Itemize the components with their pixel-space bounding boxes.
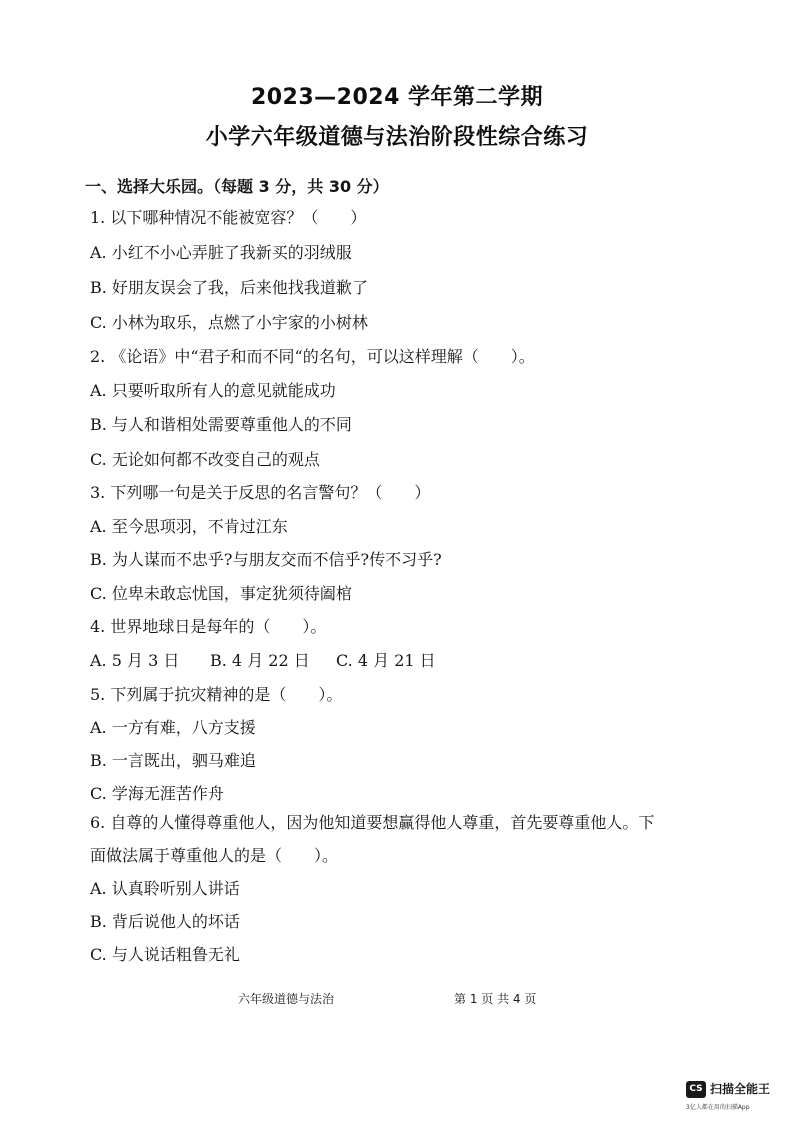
question-4-stem: 4. 世界地球日是每年的（ ）。 (90, 617, 327, 636)
question-1-option-b: B. 好朋友误会了我，后来他找我道歉了 (90, 278, 368, 297)
question-1-option-c: C. 小林为取乐，点燃了小宇家的小树林 (90, 313, 368, 332)
question-4-option-b: B. 4 月 22 日 (210, 651, 310, 670)
question-2-option-a: A. 只要听取所有人的意见就能成功 (90, 381, 336, 400)
exam-term-title: 2023—2024 学年第二学期 (250, 85, 544, 110)
question-4-options (90, 651, 436, 671)
question-2-stem: 2. 《论语》中“君子和而不同“的名句，可以这样理解（ ）。 (90, 347, 535, 366)
question-3-option-b: B. 为人谋而不忠乎?与朋友交而不信乎?传不习乎? (90, 550, 442, 569)
question-1-stem: 1. 以下哪种情况不能被宽容？（ ） (90, 208, 367, 227)
footer-subject: 六年级道德与法治 (238, 992, 335, 1006)
question-5-option-c: C. 学海无涯苦作舟 (90, 784, 224, 803)
scanner-tagline: 3亿人都在用的扫描App (686, 1104, 750, 1111)
question-2-option-b: B. 与人和谐相处需要尊重他人的不同 (90, 415, 352, 434)
scanner-watermark (682, 1078, 782, 1118)
section-heading: 一、选择大乐园。（每题 3 分，共 30 分） (85, 177, 389, 196)
question-4-option-a: A. 5 月 3 日 (90, 651, 180, 670)
scanner-logo-icon: CS (686, 1081, 706, 1098)
question-6-option-a: A. 认真聆听别人讲话 (90, 879, 240, 898)
question-6-option-b: B. 背后说他人的坏话 (90, 912, 240, 931)
question-6-stem-line-1: 6. 自尊的人懂得尊重他人，因为他知道要想赢得他人尊重，首先要尊重他人。下 (90, 813, 655, 832)
exam-name-title: 小学六年级道德与法治阶段性综合练习 (205, 125, 589, 150)
question-4-option-c: C. 4 月 21 日 (336, 651, 436, 670)
question-3-stem: 3. 下列哪一句是关于反思的名言警句？（ ） (90, 483, 431, 502)
question-6-stem-line-2: 面做法属于尊重他人的是（ ）。 (90, 846, 339, 865)
scanner-app-name: 扫描全能王 (710, 1082, 771, 1096)
question-3-option-c: C. 位卑未敢忘忧国，事定犹须待阖棺 (90, 584, 352, 603)
question-5-stem: 5. 下列属于抗灾精神的是（ ）。 (90, 685, 343, 704)
question-5-option-a: A. 一方有难，八方支援 (90, 718, 256, 737)
question-1-option-a: A. 小红不小心弄脏了我新买的羽绒服 (90, 243, 352, 262)
question-5-option-b: B. 一言既出，驷马难追 (90, 751, 256, 770)
question-2-option-c: C. 无论如何都不改变自己的观点 (90, 450, 320, 469)
question-3-option-a: A. 至今思项羽，不肯过江东 (90, 517, 288, 536)
question-6-option-c: C. 与人说话粗鲁无礼 (90, 945, 240, 964)
footer-page-number: 第 1 页 共 4 页 (454, 992, 537, 1006)
